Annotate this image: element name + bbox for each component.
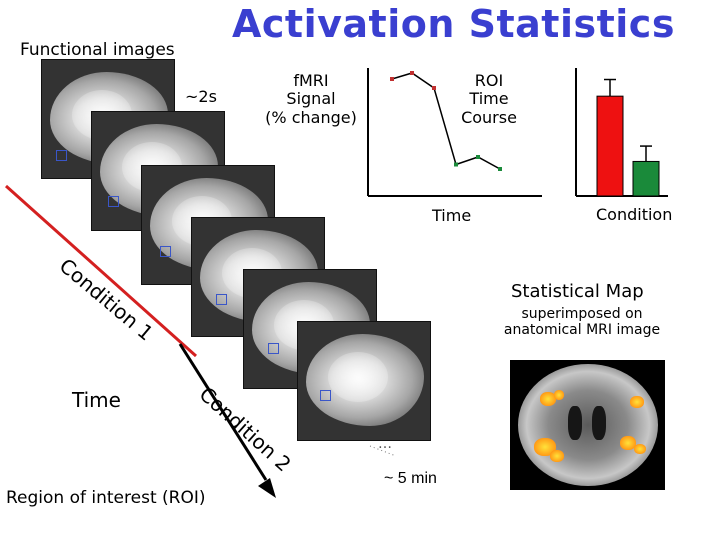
- time-course-point: [390, 77, 394, 81]
- signal-label: fMRI Signal (% change): [265, 71, 357, 127]
- interval-label: ~2s: [185, 87, 217, 106]
- time-graph-label: Time: [432, 206, 472, 225]
- functional-images-label: Functional images: [20, 40, 175, 60]
- time-course-point: [432, 86, 436, 90]
- page-title: Activation Statistics: [232, 2, 675, 46]
- condition1-axis: [6, 186, 196, 356]
- time-axis-label: Time: [72, 388, 121, 412]
- duration-label: ~ 5 min: [384, 470, 437, 487]
- condition1-label: Condition 1: [54, 253, 158, 346]
- time-course-line: [392, 73, 500, 169]
- time-course-point: [476, 155, 480, 159]
- time-course-point: [454, 163, 458, 167]
- statistical-map-label: Statistical Map: [511, 281, 644, 302]
- condition-label: Condition: [596, 205, 673, 224]
- roi-label: Region of interest (ROI): [6, 488, 206, 508]
- time-course-point: [498, 167, 502, 171]
- bar-series: [597, 80, 659, 196]
- bar-1: [597, 96, 623, 196]
- time-course-point: [410, 71, 414, 75]
- condition2-label: Condition 2: [194, 381, 296, 477]
- superimposed-label: superimposed on anatomical MRI image: [503, 306, 661, 339]
- roi-course-label: ROI Time Course: [461, 71, 517, 127]
- bar-2: [633, 161, 659, 196]
- statistical-map-image: [510, 360, 665, 490]
- ellipsis: …: [378, 436, 392, 452]
- time-course-series: [390, 71, 502, 171]
- time-arrowhead: [258, 478, 276, 498]
